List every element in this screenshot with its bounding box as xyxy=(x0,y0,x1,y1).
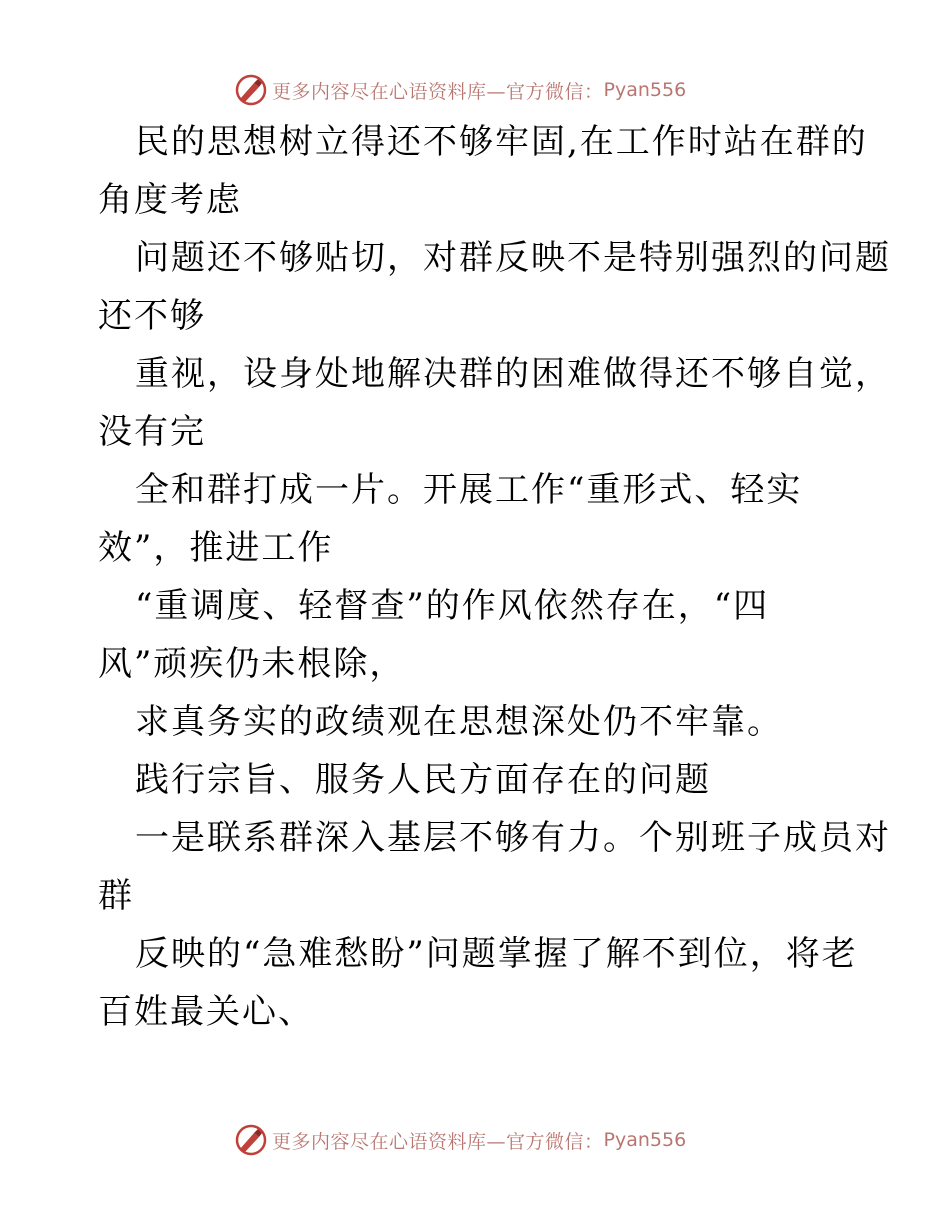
pen-logo-icon xyxy=(234,1123,268,1157)
text-line: 没有完 xyxy=(98,412,206,452)
pen-logo-icon xyxy=(234,73,268,107)
footer-banner-text: 更多内容尽在心语资料库—官方微信： xyxy=(272,1130,604,1153)
text-line: 一是联系群深入基层不够有力。个别班子成员对 xyxy=(135,818,891,858)
text-line: 问题还不够贴切，对群反映不是特别强烈的问题 xyxy=(135,238,891,278)
text-line: 民的思想树立得还不够牢固,在工作时站在群的 xyxy=(135,122,868,162)
text-line: 角度考虑 xyxy=(98,180,242,220)
header-wechat-id: Pyan556 xyxy=(603,79,687,101)
text-line: 风”顽疾仍未根除， xyxy=(98,644,406,684)
text-line: 重视，设身处地解决群的困难做得还不够自觉， xyxy=(135,354,891,394)
text-line: 求真务实的政绩观在思想深处仍不牢靠。 xyxy=(135,702,783,742)
text-line: 践行宗旨、服务人民方面存在的问题 xyxy=(135,760,711,800)
text-line: 效”，推进工作 xyxy=(98,528,334,568)
header-banner xyxy=(234,72,686,108)
text-line: 还不够 xyxy=(98,296,206,336)
text-line: 反映的“急难愁盼”问题掌握了解不到位，将老 xyxy=(135,934,858,974)
header-banner-text: 更多内容尽在心语资料库—官方微信： xyxy=(272,80,604,103)
text-line: 群 xyxy=(98,876,134,916)
text-line: “重调度、轻督查”的作风依然存在，“四 xyxy=(135,586,770,626)
footer-banner xyxy=(234,1122,686,1158)
text-line: 百姓最关心、 xyxy=(98,992,314,1032)
text-line: 全和群打成一片。开展工作“重形式、轻实 xyxy=(135,470,803,510)
footer-wechat-id: Pyan556 xyxy=(603,1129,687,1151)
